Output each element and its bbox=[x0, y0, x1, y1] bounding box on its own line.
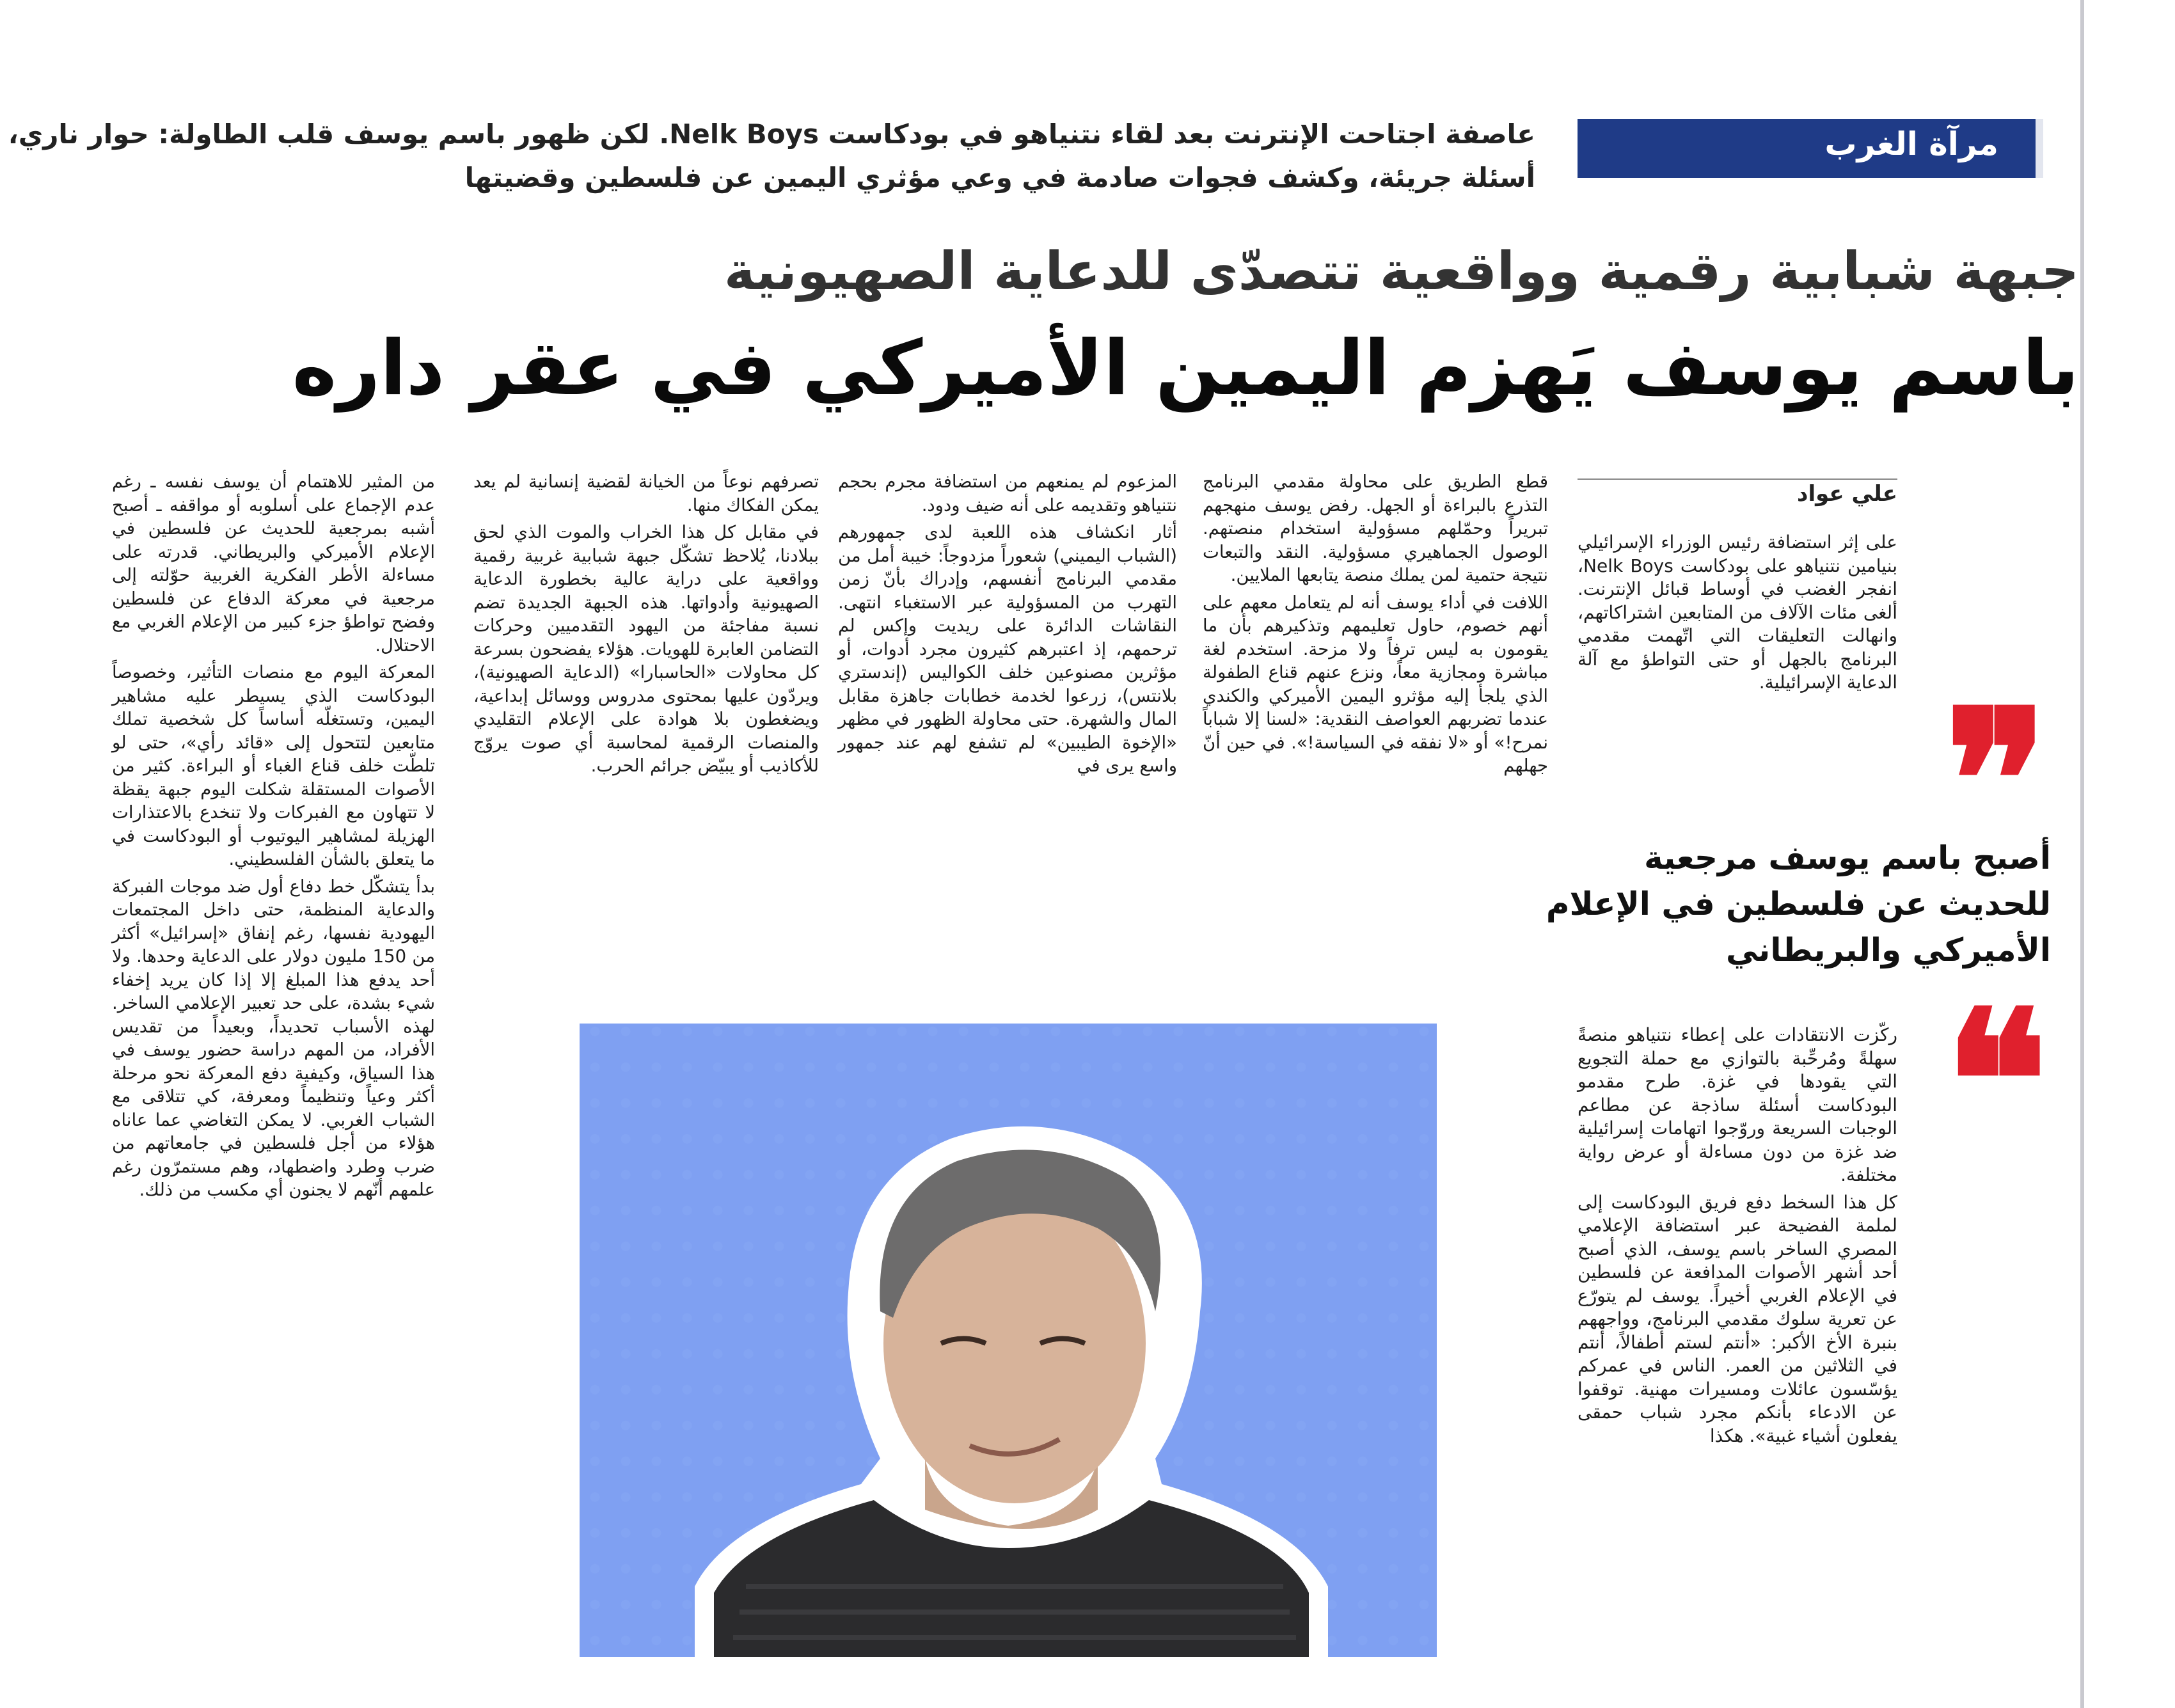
paragraph: بدأ يتشكّل خط دفاع أول ضد موجات الفبركة والدعاية المنظمة، حتى داخل المجتمعات اليهودية نفسها، رغم إنفاق «إسرائيل» أكثر من 150 مليون دولار على الدعاية وحدها. ولا أحد يدفع هذا المبلغ إلا إذا كان يريد إخفاء شيء بشدة، على حد تعبير الإعلامي الساخر. لهذه الأسباب تحديداً، وبعيداً من تقديس الأفراد، من المهم دراسة حضور يوسف في هذا السياق، وكيفية دفع المعركة نحو مرحلة أكثر وعياً وتنظيماً ومعرفة، كي تتلاقى مع الشباب الغربي. لا يمكن التغاضي عما عاناه هؤلاء من أجل فلسطين في جامعاتهم من ضرب وطرد واضطهاد، وهم مستمرّون رغم علمهم أنّهم لا يجنون أي مكسب من ذلك. bbox=[112, 876, 435, 1200]
main-headline: باسم يوسف يَهزم اليمين الأميركي في عقر داره bbox=[292, 324, 2079, 412]
portrait-photo bbox=[580, 1024, 1437, 1657]
paragraph: من المثير للاهتمام أن يوسف نفسه ـ رغم عدم الإجماع على أسلوبه أو مواقفه ـ أصبح أشبه بمرجعية للحديث عن فلسطين في الإعلام الأميركي والبريطاني. قدرته على مساءلة الأطر الفكرية الغربية حوّلته إلى مرجعية في معركة الدفاع عن فلسطين وفضح تواطؤ جزء كبير من الإعلام الغربي مع الاحتلال. bbox=[112, 471, 435, 656]
pull-quote bbox=[1546, 835, 2051, 973]
body-column-2 bbox=[838, 470, 1177, 782]
page-edge-rule bbox=[2080, 0, 2084, 1708]
pull-quote-line-1: أصبح باسم يوسف مرجعية bbox=[1644, 839, 2051, 876]
byline: علي عواد bbox=[1797, 481, 1897, 507]
section-label-bar bbox=[1578, 119, 2043, 178]
deck-line-2: أسئلة جريئة، وكشف فجوات صادمة في وعي مؤثري اليمين عن فلسطين وقضيتها bbox=[464, 162, 1535, 193]
rail-body-text bbox=[1578, 1024, 1897, 1451]
pull-quote-line-3: الأميركي والبريطاني bbox=[1725, 931, 2051, 969]
paragraph: على إثر استضافة رئيس الوزراء الإسرائيلي بنيامين نتنياهو على بودكاست Nelk Boys، انفجر الغضب في أوساط قبائل الإنترنت. ألغى مئات الآلاف من المتابعين اشتراكاتهم، وانهالت التعليقات التي اتّهمت مقدمي البرنامج بالجهل أو حتى التواطؤ مع آلة الدعاية الإسرائيلية. bbox=[1578, 532, 1897, 693]
paragraph: المزعوم لم يمنعهم من استضافة مجرم بحجم نتنياهو وتقديمه على أنه ضيف ودود. bbox=[838, 471, 1177, 516]
paragraph: المعركة اليوم مع منصات التأثير، وخصوصاً البودكاست الذي يسيطر عليه مشاهير اليمين، وتستغلّه أساساً كل شخصية تملك متابعين لتتحول إلى «قائد رأي»، حتى لو تلطّت خلف قناع الغباء أو البراءة. كثير من الأصوات المستقلة شكلت اليوم جبهة يقظة لا تتهاون مع الفبركات ولا تنخدع بالاعتذارات الهزيلة لمشاهير اليوتيوب أو البودكاست في ما يتعلق بالشأن الفلسطيني. bbox=[112, 662, 435, 869]
section-label: مرآة الغرب bbox=[1824, 125, 1998, 162]
rail-intro-text bbox=[1578, 531, 1897, 699]
paragraph: في مقابل كل هذا الخراب والموت الذي لحق ببلادنا، يُلاحظ تشكّل جبهة شبابية غربية رقمية وواقعية على دراية عالية بخطورة الدعاية الصهيونية وأدواتها. هذه الجبهة الجديدة تضم نسبة مفاجئة من اليهود التقدميين وحركات التضامن العابرة للهويات. هؤلاء يفضحون بسرعة كل محاولات «الحاسبارا» (الدعاية الصهيونية)، ويردّون عليها بمحتوى مدروس ووسائل إبداعية، ويضغطون بلا هوادة على الإعلام التقليدي والمنصات الرقمية لمحاسبة أي صوت يروّج للأكاذيب أو يبيّض جرائم الحرب. bbox=[473, 522, 819, 776]
body-column-3 bbox=[473, 470, 819, 782]
quote-open-icon: ❝ bbox=[1945, 968, 2048, 1194]
body-column-1 bbox=[1203, 470, 1548, 782]
pull-quote-line-2: للحديث عن فلسطين في الإعلام bbox=[1546, 885, 2051, 922]
paragraph: اللافت في أداء يوسف أنه لم يتعامل معهم على أنهم خصوم، حاول تعليمهم وتذكيرهم بأن ما يقومون به ليس ترفاً ولا مزحة. استخدم لغة مباشرة ومجازية معاً، ونزع عنهم قناع الطفولة الذي يلجأ إليه مؤثرو اليمين الأميركي والكندي عندما تضربهم العواصف النقدية: «لسنا إلا شباباً نمرح!» أو «لا نفقه في السياسة!». في حين أنّ جهلهم bbox=[1203, 592, 1548, 776]
paragraph: أثار انكشاف هذه اللعبة لدى جمهورهم (الشباب اليميني) شعوراً مزدوجاً: خيبة أمل من مقدمي البرنامج أنفسهم، وإدراك بأنّ زمن التهرب من المسؤولية عبر الاستغباء انتهى. النقاشات الدائرة على ريديت وإكس لم ترحمهم، إذ اعتبرهم كثيرون مجرد أدوات، أو مؤثرين مصنوعين خلف الكواليس (إندستري بلانتس)، زرعوا لخدمة خطابات جاهزة مقابل المال والشهرة. حتى محاولة الظهور في مظهر «الإخوة الطيبين» لم تشفع لهم عند جمهور واسع يرى في bbox=[838, 522, 1177, 776]
body-column-4 bbox=[112, 470, 435, 1206]
paragraph: تصرفهم نوعاً من الخيانة لقضية إنسانية لم يعد يمكن الفكاك منها. bbox=[473, 471, 819, 516]
quote-close-icon: ❞ bbox=[1945, 667, 2048, 893]
paragraph: ركّزت الانتقادات على إعطاء نتنياهو منصةً سهلةً ومُرحِّبة بالتوازي مع حملة التجويع التي يقودها في غزة. طرح مقدمو البودكاست أسئلة ساذجة عن مطاعم الوجبات السريعة وروّجوا اتهامات إسرائيلية ضد غزة من دون مساءلة أو عرض رواية مختلفة. bbox=[1578, 1024, 1897, 1185]
paragraph: قطع الطريق على محاولة مقدمي البرنامج التذرع بالبراءة أو الجهل. رفض يوسف منهجهم تبريراً وحمّلهم مسؤولية استخدام منصتهم. الوصول الجماهيري مسؤولية. النقد والتبعات نتيجة حتمية لمن يملك منصة يتابعها الملايين. bbox=[1203, 471, 1548, 585]
paragraph: كل هذا السخط دفع فريق البودكاست إلى لملمة الفضيحة عبر استضافة الإعلامي المصري الساخر باسم يوسف، الذي أصبح أحد أشهر الأصوات المدافعة عن فلسطين في الإعلام الغربي أخيراً. يوسف لم يتورّع عن تعرية سلوك مقدمي البرنامج، وواجههم بنبرة الأخ الأكبر: «أنتم لستم أطفالاً، أنتم في الثلاثين من العمر. الناس في عمركم يؤسّسون عائلات ومسيرات مهنية. توقفوا عن الادعاء بأنكم مجرد شباب حمقى يفعلون أشياء غبية». هكذا bbox=[1578, 1191, 1897, 1446]
byline-rule bbox=[1578, 478, 1897, 480]
intro-deck bbox=[8, 113, 1535, 200]
portrait-cutout bbox=[650, 1100, 1366, 1657]
kicker-headline: جبهة شبابية رقمية وواقعية تتصدّى للدعاية الصهيونية bbox=[724, 241, 2079, 302]
deck-line-1: عاصفة اجتاحت الإنترنت بعد لقاء نتنياهو في بودكاست Nelk Boys. لكن ظهور باسم يوسف قلب الطاولة: حوار ناري، bbox=[8, 118, 1535, 150]
